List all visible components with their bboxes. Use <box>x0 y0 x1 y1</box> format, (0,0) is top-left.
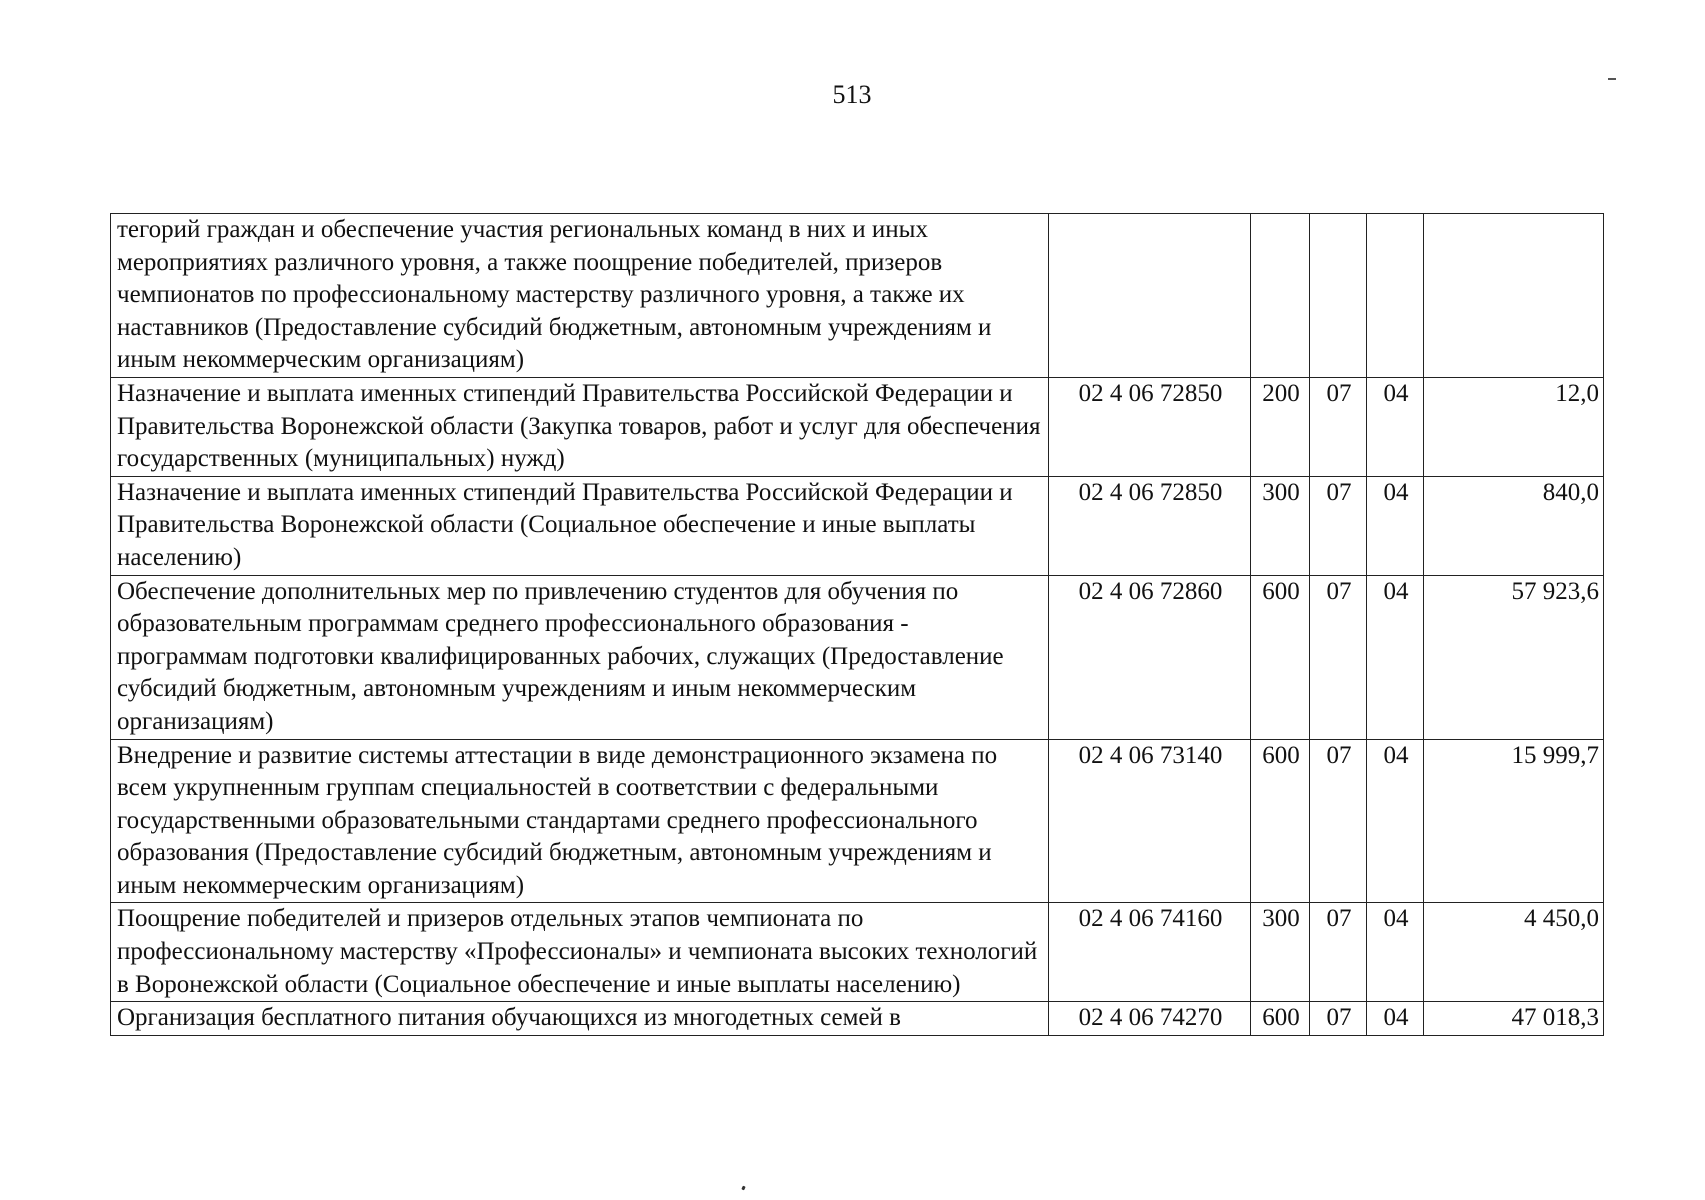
row-subsection: 04 <box>1367 377 1424 476</box>
row-amount: 47 018,3 <box>1424 1002 1604 1036</box>
scan-mark <box>1608 78 1616 80</box>
row-section: 07 <box>1310 476 1367 575</box>
row-target-code: 02 4 06 73140 <box>1049 739 1251 903</box>
row-subsection <box>1367 214 1424 378</box>
row-description: Назначение и выплата именных стипендий Правительства Российской Федерации и Правительства Воронежской области (Социальное обеспечение и иные выплаты населению) <box>111 476 1049 575</box>
row-description: Назначение и выплата именных стипендий Правительства Российской Федерации и Правительства Воронежской области (Закупка товаров, работ и услуг для обеспечения государственных (муниципальных) нужд) <box>111 377 1049 476</box>
row-description: Поощрение победителей и призеров отдельных этапов чемпионата по профессиональному мастерству «Профессионалы» и чемпионата высоких технологий в Воронежской области (Социальное обеспечение и иные выплаты населению) <box>111 903 1049 1002</box>
row-subsection: 04 <box>1367 1002 1424 1036</box>
table-row <box>111 739 1604 903</box>
row-expense-type: 600 <box>1251 739 1310 903</box>
row-amount: 840,0 <box>1424 476 1604 575</box>
scan-mark <box>741 1186 745 1191</box>
row-target-code <box>1049 214 1251 378</box>
table-row <box>111 476 1604 575</box>
row-expense-type <box>1251 214 1310 378</box>
row-subsection: 04 <box>1367 739 1424 903</box>
row-target-code: 02 4 06 72860 <box>1049 575 1251 739</box>
row-amount <box>1424 214 1604 378</box>
row-description: Организация бесплатного питания обучающихся из многодетных семей в <box>111 1002 1049 1036</box>
row-description: Обеспечение дополнительных мер по привлечению студентов для обучения по образовательным программам среднего профессионального образования - программам подготовки квалифицированных рабочих, служащих (Предоставление субсидий бюджетным, автономным учреждениям и иным некоммерческим организациям) <box>111 575 1049 739</box>
table-row <box>111 1002 1604 1036</box>
row-section <box>1310 214 1367 378</box>
table-row <box>111 377 1604 476</box>
row-expense-type: 200 <box>1251 377 1310 476</box>
page-number: 513 <box>832 80 872 109</box>
row-section: 07 <box>1310 1002 1367 1036</box>
row-expense-type: 600 <box>1251 575 1310 739</box>
row-section: 07 <box>1310 739 1367 903</box>
table-row <box>111 214 1604 378</box>
row-section: 07 <box>1310 575 1367 739</box>
row-subsection: 04 <box>1367 476 1424 575</box>
table-row <box>111 903 1604 1002</box>
row-target-code: 02 4 06 74160 <box>1049 903 1251 1002</box>
row-expense-type: 300 <box>1251 903 1310 1002</box>
row-amount: 12,0 <box>1424 377 1604 476</box>
row-expense-type: 300 <box>1251 476 1310 575</box>
row-target-code: 02 4 06 74270 <box>1049 1002 1251 1036</box>
budget-table <box>110 213 1604 1036</box>
row-amount: 4 450,0 <box>1424 903 1604 1002</box>
row-description: тегорий граждан и обеспечение участия региональных команд в них и иных мероприятиях различного уровня, а также поощрение победителей, призеров чемпионатов по профессиональному мастерству различного уровня, а также их наставников (Предоставление субсидий бюджетным, автономным учреждениям и иным некоммерческим организациям) <box>111 214 1049 378</box>
table-row <box>111 575 1604 739</box>
row-expense-type: 600 <box>1251 1002 1310 1036</box>
row-target-code: 02 4 06 72850 <box>1049 476 1251 575</box>
row-amount: 15 999,7 <box>1424 739 1604 903</box>
row-section: 07 <box>1310 903 1367 1002</box>
row-subsection: 04 <box>1367 903 1424 1002</box>
row-subsection: 04 <box>1367 575 1424 739</box>
row-description: Внедрение и развитие системы аттестации в виде демонстрационного экзамена по всем укрупненным группам специальностей в соответствии с федеральными государственными образовательными стандартами среднего профессионального образования (Предоставление субсидий бюджетным, автономным учреждениям и иным некоммерческим организациям) <box>111 739 1049 903</box>
row-target-code: 02 4 06 72850 <box>1049 377 1251 476</box>
row-amount: 57 923,6 <box>1424 575 1604 739</box>
row-section: 07 <box>1310 377 1367 476</box>
